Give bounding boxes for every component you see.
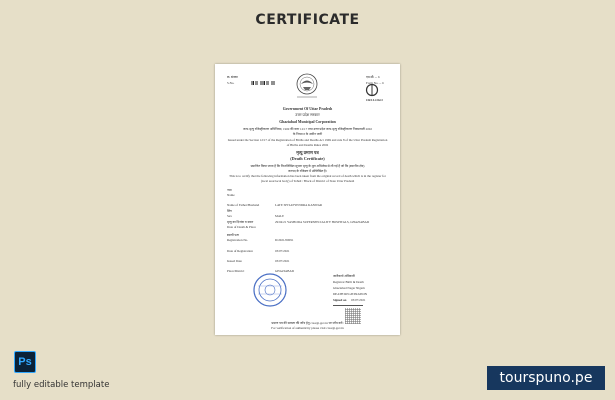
certification-english-1: This is to certify that the following information has been taken from the original record of death which is in the register for — [229, 174, 386, 178]
signatory-place: Ghaziabad Nagar Nigam — [333, 286, 365, 290]
field-value: D/2021/00091 — [275, 238, 294, 242]
intro-english-2: of Births and Deaths Rules 2002 — [286, 143, 329, 147]
page-title: CERTIFICATE — [255, 12, 360, 28]
issuing-authority-hindi: जारीकर्ता अधिकारी — [333, 274, 355, 278]
field-value: 29/04/21 YASHODA SUPERSPECIALITY HOSPITALS, GHAZIABAD — [275, 220, 370, 224]
ref-right-english: Form No. -- 6 — [366, 81, 384, 85]
intro-hindi-1: जन्म-मृत्यु रजिस्ट्रीकरण अधिनियम, 1969 की धारा 12/17 तथा उत्तर प्रदेश जन्म-मृत्यु रजिस्ट्रीकरण नियमावली 2002 — [243, 127, 372, 131]
crs-logo-icon — [365, 83, 379, 97]
barcode — [251, 81, 275, 85]
certificate-document — [215, 64, 400, 335]
site-badge[interactable]: tourspuno.pe — [487, 366, 605, 390]
signatory-title: Registrar Birth & Death — [333, 280, 364, 284]
state-emblem-icon — [293, 72, 321, 102]
field-value: 03/07/2021 — [275, 259, 290, 263]
official-seal-icon — [252, 272, 288, 308]
field-value: LATE SH SATYENDRA KANWAR — [275, 203, 323, 207]
field-label: Name of Father/Husband — [227, 203, 260, 207]
field-label: Date of Registration — [227, 249, 253, 253]
field-label: Sex — [227, 214, 232, 218]
certificate-title-hindi: मृत्यु प्रमाण पत्र — [296, 150, 319, 155]
government-line: Government Of Uttar Pradesh — [282, 107, 333, 111]
ref-left-hindi: क्र. संख्या — [227, 75, 238, 79]
certificate-title: (Death Certificate) — [290, 156, 325, 161]
field-label: Issued Date — [227, 259, 242, 263]
field-label: Name — [227, 193, 235, 197]
field-label-hindi: स्थायी पता — [227, 233, 239, 237]
signatory-office: DEATH REGISTRATION — [333, 292, 368, 296]
certification-english-2: (local area/local body) of Tehsil / Block of District of State Uttar Pradesh — [260, 179, 355, 183]
editable-template-label: fully editable template — [13, 380, 110, 390]
field-value: MALE — [275, 214, 285, 218]
government-line-hindi: उत्तर प्रदेश सरकार — [295, 113, 320, 117]
field-label: Registration No. — [227, 238, 249, 242]
footer-note-english: For verification of authenticity please visit crsorgi.gov.in — [271, 326, 344, 330]
signature-line — [333, 305, 363, 306]
field-label: Date of Death & Place — [227, 225, 256, 229]
signed-on-date: 03/07/2021 — [351, 298, 366, 302]
field-label: मृत्यु का दिनांक व स्थान — [227, 220, 254, 224]
field-value: GHAZIABAD — [275, 269, 294, 273]
photoshop-icon: Ps — [14, 351, 36, 373]
ref-left-english: S.No. — [227, 81, 235, 85]
certification-hindi-2: जनपद के रजिस्टर में उल्लिखित है। — [288, 169, 327, 173]
certification-hindi-1: प्रमाणित किया जाता है कि निम्नलिखित सूचना मृत्यु के मूल अभिलेख से ली गई है जो कि (स्थानीय क्षेत्र) — [250, 164, 365, 168]
corporation-line: Ghaziabad Municipal Corporation — [279, 120, 336, 124]
intro-hindi-2: के नियम 8 के अधीन जारी — [292, 132, 323, 136]
ref-right-hindi: एम.सी. -- 6 — [366, 75, 380, 79]
field-label: Place/District — [227, 269, 245, 273]
field-value: 03/07/2021 — [275, 249, 290, 253]
field-label-hindi: नाम — [227, 188, 232, 192]
field-label-hindi: लिंग — [227, 209, 232, 213]
signed-on-label: Signed on — [333, 298, 347, 302]
crs-logo-label: CRS LOGO — [366, 98, 383, 102]
intro-english-1: Issued under the Section 12/17 of the Registration of Births and Deaths Act 1969 and rule 8 of the Uttar Pradesh Registration — [227, 138, 388, 142]
footer-note-hindi: प्रमाण पत्र की सत्यता की जाँच हेतु crsorgi.gov.in पर जाँच करें। — [271, 321, 344, 325]
